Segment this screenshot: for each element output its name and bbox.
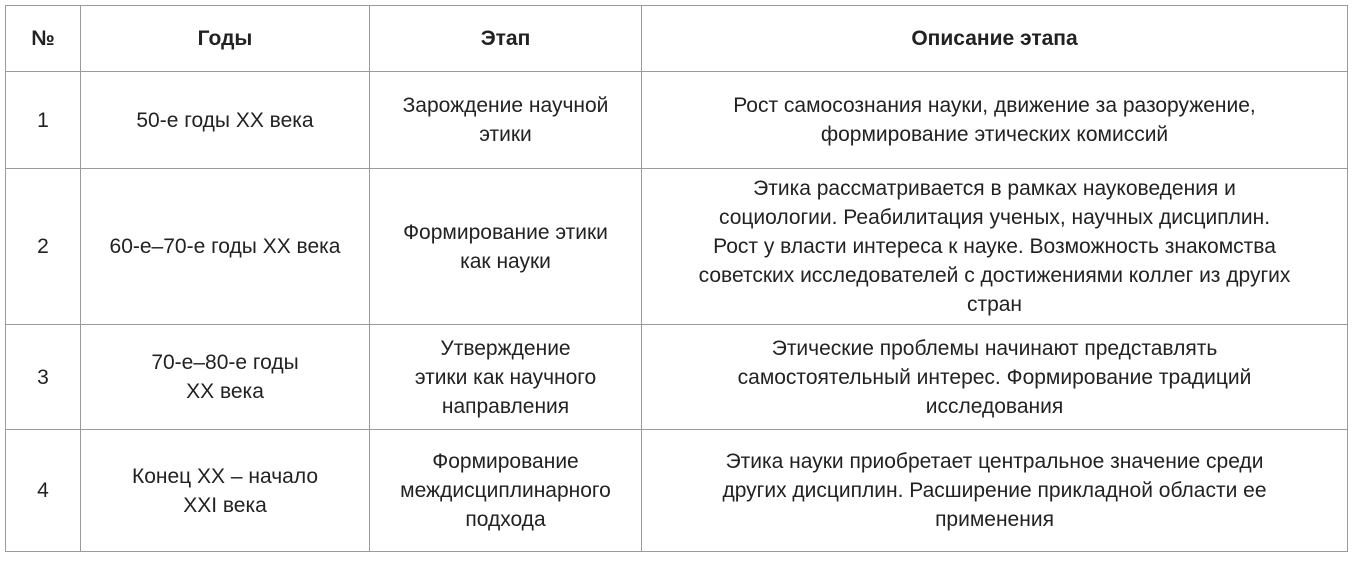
cell-stage [370,72,642,169]
description-text: Этика рассматривается в рамках науковедения и социологии. Реабилитация ученых, научных дисциплин. Рост у власти интереса к науке. Возможность знакомства советских исследователей с достижениями коллег из других стран [698,177,1291,316]
description-text: Этические проблемы начинают представлять самостоятельный интерес. Формирование традиций исследования [737,336,1252,418]
table-row [6,72,1348,169]
header-stage: Этап [370,6,642,72]
stages-table [5,5,1348,552]
cell-description [642,169,1348,325]
stage-text: Утверждение этики как научного направления [414,336,597,418]
cell-years [81,325,370,430]
table-row [6,430,1348,552]
number-text: 3 [37,365,49,389]
number-text: 2 [37,235,49,258]
cell-description [642,325,1348,430]
cell-stage [370,325,642,430]
stage-text: Формирование междисциплинарного подхода [400,450,611,531]
description-text: Этика науки приобретает центральное значение среди других дисциплин. Расширение прикладной области ее применения [722,450,1267,531]
cell-number [6,72,81,169]
cell-years [81,169,370,325]
years-text: Конец XX – начало XXI века [131,464,319,517]
cell-stage [370,169,642,325]
header-years: Годы [81,6,370,72]
years-text: 70-е–80-е годы XX века [151,351,299,403]
cell-description [642,72,1348,169]
cell-number [6,325,81,430]
years-text: 50-е годы XX века [136,108,314,132]
years-text: 60-е–70-е годы XX века [109,235,341,258]
cell-number [6,430,81,552]
cell-stage [370,430,642,552]
cell-description [642,430,1348,552]
number-text: 1 [37,108,49,132]
cell-years [81,430,370,552]
header-number: № [6,6,81,72]
description-text: Рост самосознания науки, движение за разоружение, формирование этических комиссий [733,94,1256,146]
cell-years [81,72,370,169]
stage-text: Формирование этики как науки [403,220,608,273]
header-description: Описание этапа [642,6,1348,72]
stage-text: Зарождение научной этики [402,94,609,146]
header-row [6,6,1348,72]
table-row [6,325,1348,430]
table-row [6,169,1348,325]
number-text: 4 [37,479,49,502]
cell-number [6,169,81,325]
